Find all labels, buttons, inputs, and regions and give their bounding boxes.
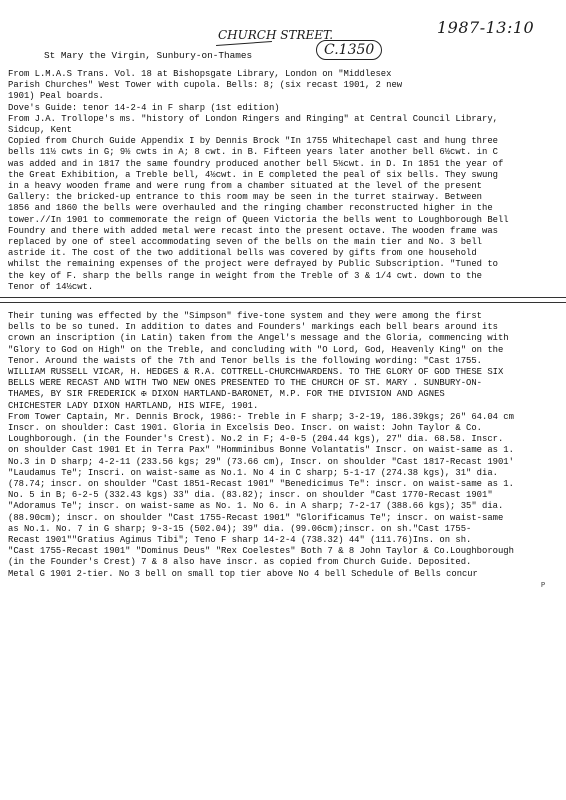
text-line: Inscr. on shoulder: Cast 1901. Gloria in Excelsis Deo. Inscr. on waist: John Taylor & Co. <box>8 423 483 434</box>
text-line: From Tower Captain, Mr. Dennis Brock, 1986:- Treble in F sharp; 3-2-19, 186.39kgs; 26" 64.04 cm <box>8 411 514 422</box>
text-line: Parish Churches" West Tower with cupola. Bells: 8; (six recast 1901, 2 new <box>8 80 403 91</box>
text-line: Tenor of 14½cwt. <box>8 281 94 292</box>
text-line: Tenor. Around the waists of the 7th and Tenor bells is the following wording: "Cast 1755. <box>8 355 483 366</box>
text-line: Dove's Guide: tenor 14-2-4 in F sharp (1st edition) <box>8 102 280 113</box>
text-line: 1901) Peal boards. <box>8 91 104 102</box>
text-line: (78.74; inscr. on shoulder "Cast 1851-Recast 1901" "Benedicimus Te": inscr. on waist-same as 1. <box>8 479 514 490</box>
text-line: THAMES, BY SIR FREDERICK ✠ DIXON HARTLAND-BARONET, M.P. FOR THE DIVISION AND AGNES <box>8 389 445 400</box>
text-line: Gallery: the bricked-up entrance to this room may be seen in the turret stairway. Between <box>8 192 483 203</box>
text-line: was added and in 1817 the same foundry produced another bell 5½cwt. in D. In 1851 the year of <box>8 158 504 169</box>
text-line: Recast 1901""Gratius Agimus Tibi"; Teno F sharp 14-2-4 (738.32) 44" (111.76)Ins. on sh. <box>8 535 472 546</box>
text-line: (88.90cm); inscr. on shoulder "Cast 1755-Recast 1901" "Glorificamus Te"; inscr. on waist-same <box>8 512 504 523</box>
text-line: Sidcup, Kent <box>8 125 72 136</box>
street-annotation: CHURCH STREET. <box>218 28 334 42</box>
text-line: "Cast 1755-Recast 1901" "Dominus Deus" "Rex Coelestes" Both 7 & 8 John Taylor & Co.Loughborough <box>8 546 514 557</box>
text-line: From L.M.A.S Trans. Vol. 18 at Bishopsgate Library, London on "Middlesex <box>8 69 392 79</box>
text-line: replaced by one of steel accommodating seven of the bells on the main tier and No. 3 bell <box>8 237 483 248</box>
text-line: the Great Exhibition, a Treble bell, 4½cwt. in E completed the peal of six bells. They swung <box>8 169 498 180</box>
text-line: 1856 and 1860 the bells were overhauled and the ringing chamber reconstructed higher in the <box>8 203 493 214</box>
text-line: as No.1. No. 7 in G sharp; 9-3-15 (502.04); 39" dia. (99.06cm);inscr. on sh."Cast 1755- <box>8 523 472 534</box>
corner-mark: P <box>541 582 546 590</box>
text-line: Loughborough. (in the Founder's Crest). No.2 in F; 4-0-5 (204.44 kgs), 27" dia. 68.58. Inscr. <box>8 434 504 445</box>
text-line: "Glory to God on High" on the Treble, and concluding with "O Lord, God, Heavenly King" on the <box>8 344 504 355</box>
text-block-2 <box>8 311 560 580</box>
text-line: tower.//In 1901 to commemorate the reign of Queen Victoria the bells went to Loughborough Bell <box>8 214 509 225</box>
text-line: "Adoramus Te"; inscr. on waist-same as No. 1. No 6. in A sharp; 7-2-17 (388.66 kgs); 35" dia. <box>8 501 504 512</box>
page-divider <box>0 297 566 298</box>
text-line: astride it. The cost of the two additional bells was covered by gifts from one household <box>8 248 477 259</box>
text-line: Foundry and there with added metal were recast into the present octave. The wooden frame was <box>8 225 498 236</box>
text-line: WILLIAM RUSSELL VICAR, H. HEDGES & R.A. COTTRELL-CHURCHWARDENS. TO THE GLORY OF GOD THESE SIX <box>8 367 504 378</box>
page-divider <box>0 302 566 303</box>
text-line: BELLS WERE RECAST AND WITH TWO NEW ONES PRESENTED TO THE CHURCH OF ST. MARY . SUNBURY-ON- <box>8 378 483 389</box>
text-line: crown an inscription (in Latin) taken from the Angel's message and the Gloria, commencing with <box>8 333 509 344</box>
text-line: in a heavy wooden frame and were rung from a chamber situated at the level of the present <box>8 181 483 192</box>
text-line: From J.A. Trollope's ms. "history of London Ringers and Ringing" at Central Council Library, <box>8 113 498 124</box>
text-line: whilst the remaining expenses of the project were defrayed by Public Subscription. "Tuned to <box>8 259 498 270</box>
text-line: No.3 in D sharp; 4-2-11 (233.56 kgs; 29" (73.66 cm), Inscr. on shoulder "Cast 1817-Recast 1901' <box>8 456 514 467</box>
text-line: No. 5 in B; 6-2-5 (332.43 kgs) 33" dia. (83.82); inscr. on shoulder "Cast 1770-Recast 1901" <box>8 490 493 501</box>
text-line-last: Metal G 1901 2-tier. No 3 bell on small top tier above No 4 bell Schedule of Bells concur <box>8 568 478 579</box>
text-line: bells 11½ cwts in G; 9½ cwts in A; 8 cwt. in B. Fifteen years later another bell 6½cwt. in C <box>8 147 498 158</box>
text-line: CHICHESTER LADY DIXON HARTLAND, HIS WIFE, 1901. <box>8 400 259 411</box>
text-line: on shoulder Cast 1901 Et in Terra Pax" "Homminibus Bonne Volantatis" Inscr. on waist-same as 1. <box>8 445 514 456</box>
text-line: the key of F. sharp the bells range in weight from the Treble of 3 & 1/4 cwt. down to the <box>8 270 483 281</box>
text-line: "Laudamus Te"; Inscri. on waist-same as No.1. No 4 in C sharp; 5-1-17 (274.38 kgs), 31" dia. <box>8 467 498 478</box>
text-line: (in the Founder's Crest) 7 & 8 also have inscr. as copied from Church Guide. Deposited. <box>8 557 472 568</box>
document-title: St Mary the Virgin, Sunbury-on-Thames <box>44 50 253 61</box>
text-line: Copied from Church Guide Appendix I by Dennis Brock "In 1755 Whitechapel cast and hung three <box>8 136 498 147</box>
reference-number: 1987-13:10 <box>437 18 535 37</box>
text-line: bells to be so tuned. In addition to dates and Founders' markings each bell bears around its <box>8 322 498 333</box>
text-line: Their tuning was effected by the "Simpson" five-tone system and they were among the first <box>8 311 483 321</box>
text-block-1 <box>8 69 560 293</box>
date-annotation: C.1350 <box>316 40 382 60</box>
